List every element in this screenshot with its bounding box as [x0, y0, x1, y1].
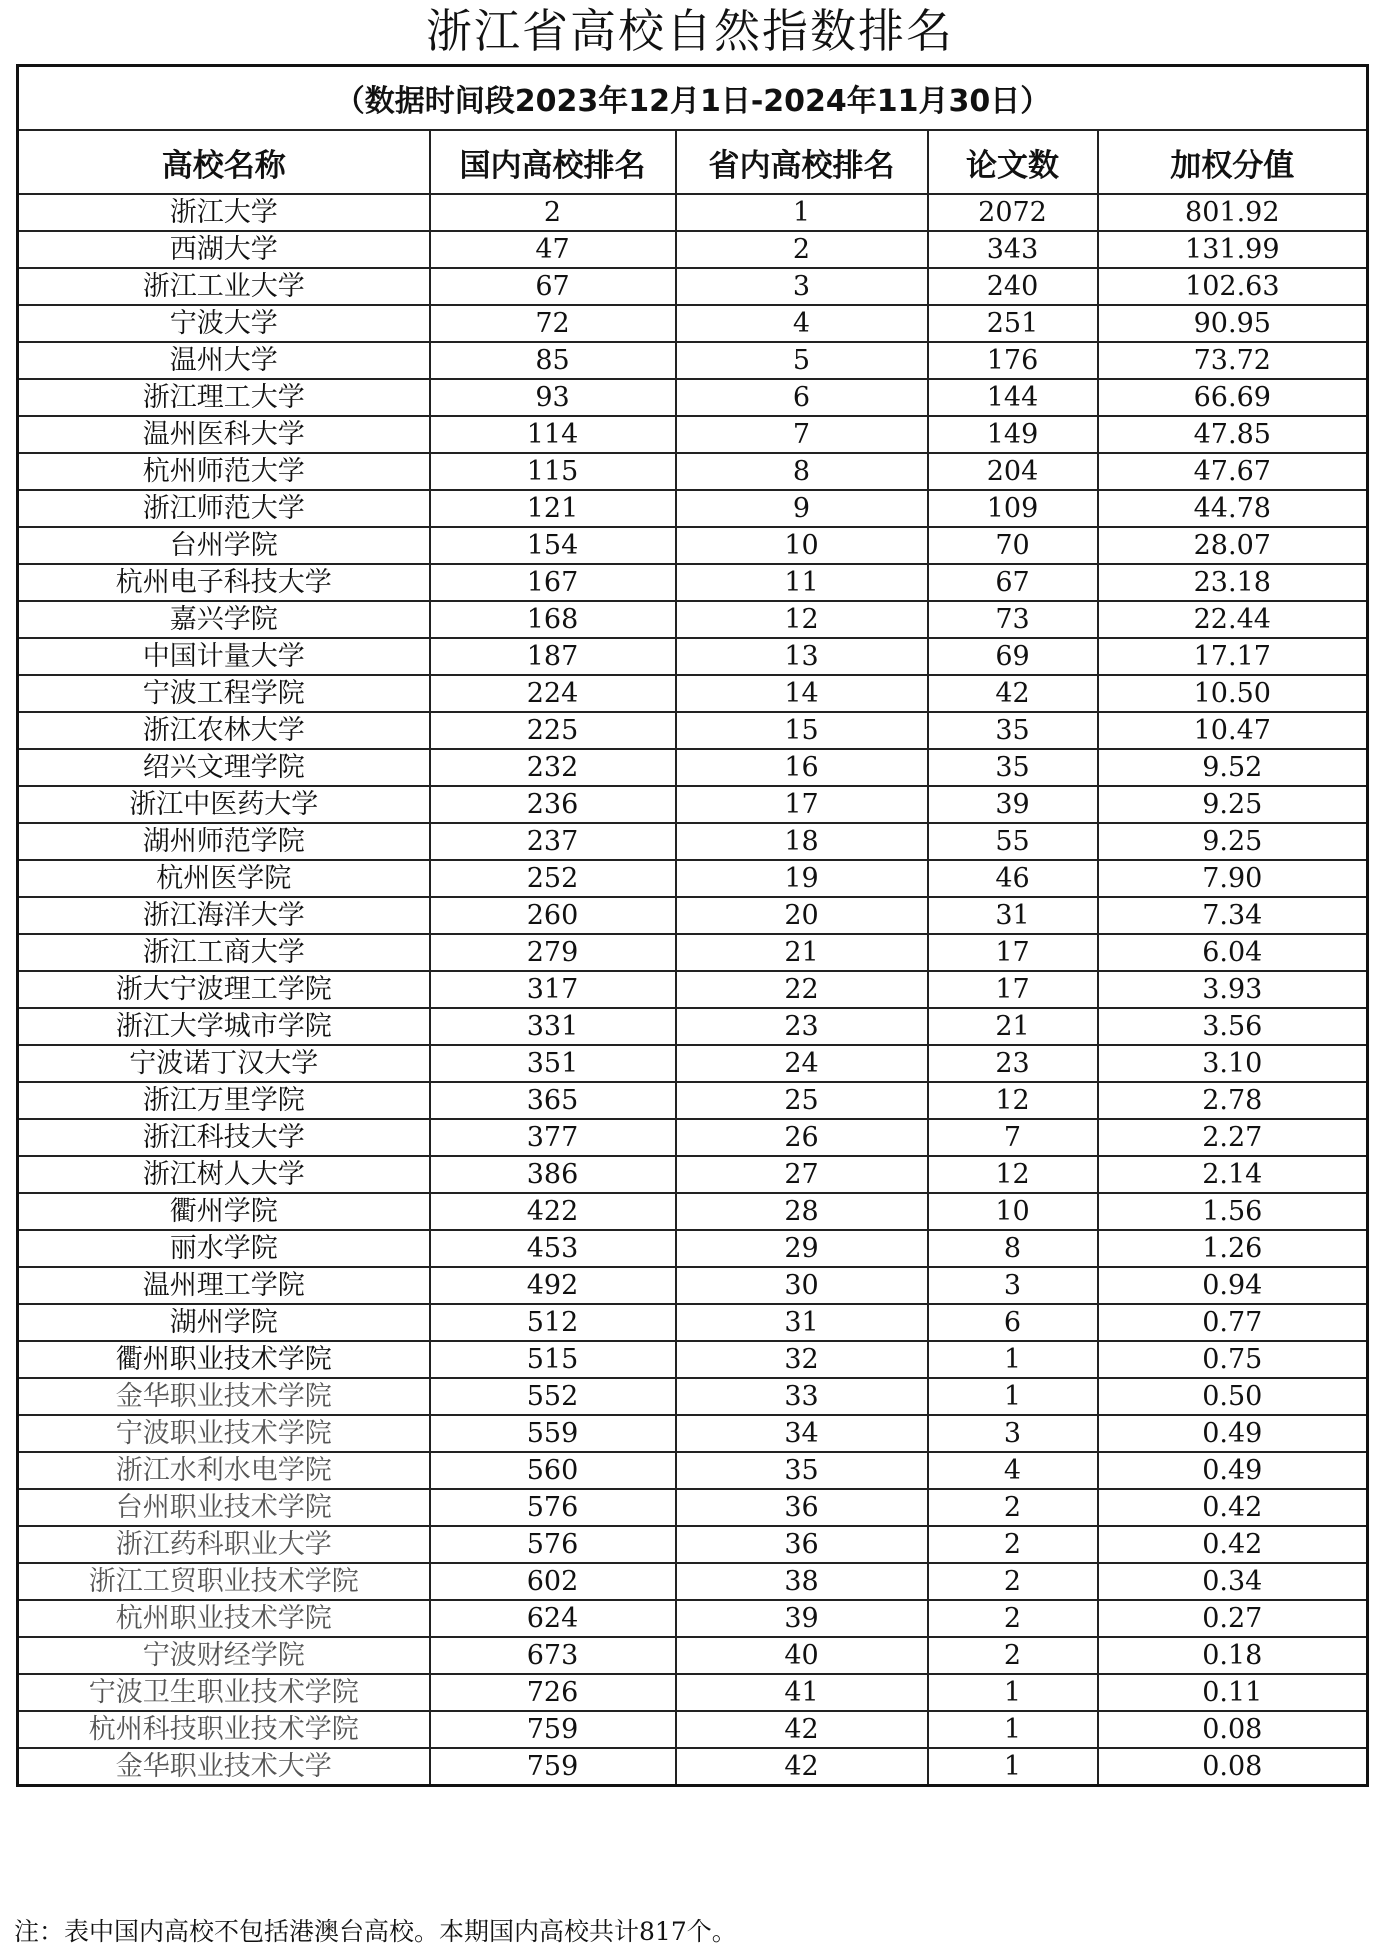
national-rank-cell: 187	[430, 638, 676, 675]
weighted-score-cell: 22.44	[1098, 601, 1368, 638]
national-rank-cell: 560	[430, 1452, 676, 1489]
table-row	[18, 675, 1368, 712]
weighted-score-cell: 3.93	[1098, 971, 1368, 1008]
paper-count-cell: 4	[928, 1452, 1098, 1489]
provincial-rank-cell: 12	[676, 601, 928, 638]
national-rank-cell: 225	[430, 712, 676, 749]
university-name-cell: 浙江农林大学	[18, 712, 430, 749]
university-name-cell: 杭州师范大学	[18, 453, 430, 490]
table-row	[18, 1452, 1368, 1489]
provincial-rank-cell: 8	[676, 453, 928, 490]
provincial-rank-cell: 6	[676, 379, 928, 416]
table-row	[18, 601, 1368, 638]
table-row	[18, 786, 1368, 823]
paper-count-cell: 1	[928, 1748, 1098, 1786]
university-name-cell: 宁波大学	[18, 305, 430, 342]
national-rank-cell: 154	[430, 527, 676, 564]
table-row	[18, 897, 1368, 934]
weighted-score-cell: 3.56	[1098, 1008, 1368, 1045]
paper-count-cell: 2	[928, 1600, 1098, 1637]
paper-count-cell: 149	[928, 416, 1098, 453]
column-header-papers: 论文数	[928, 130, 1098, 194]
provincial-rank-cell: 33	[676, 1378, 928, 1415]
provincial-rank-cell: 28	[676, 1193, 928, 1230]
table-row	[18, 564, 1368, 601]
table-row	[18, 1563, 1368, 1600]
paper-count-cell: 3	[928, 1415, 1098, 1452]
column-header-provincial-rank: 省内高校排名	[676, 130, 928, 194]
paper-count-cell: 21	[928, 1008, 1098, 1045]
national-rank-cell: 237	[430, 823, 676, 860]
header-row	[18, 130, 1368, 194]
university-name-cell: 浙江树人大学	[18, 1156, 430, 1193]
national-rank-cell: 279	[430, 934, 676, 971]
weighted-score-cell: 801.92	[1098, 194, 1368, 231]
table-row	[18, 1674, 1368, 1711]
national-rank-cell: 673	[430, 1637, 676, 1674]
weighted-score-cell: 9.52	[1098, 749, 1368, 786]
university-name-cell: 杭州电子科技大学	[18, 564, 430, 601]
weighted-score-cell: 90.95	[1098, 305, 1368, 342]
provincial-rank-cell: 16	[676, 749, 928, 786]
weighted-score-cell: 0.94	[1098, 1267, 1368, 1304]
university-name-cell: 浙江工业大学	[18, 268, 430, 305]
footnote: 注：表中国内高校不包括港澳台高校。本期国内高校共计817个。	[14, 1917, 737, 1946]
provincial-rank-cell: 35	[676, 1452, 928, 1489]
weighted-score-cell: 9.25	[1098, 823, 1368, 860]
weighted-score-cell: 0.49	[1098, 1415, 1368, 1452]
paper-count-cell: 1	[928, 1711, 1098, 1748]
paper-count-cell: 343	[928, 231, 1098, 268]
national-rank-cell: 2	[430, 194, 676, 231]
paper-count-cell: 2	[928, 1637, 1098, 1674]
weighted-score-cell: 0.08	[1098, 1711, 1368, 1748]
paper-count-cell: 8	[928, 1230, 1098, 1267]
table-row	[18, 1748, 1368, 1786]
table-row	[18, 1341, 1368, 1378]
provincial-rank-cell: 13	[676, 638, 928, 675]
paper-count-cell: 1	[928, 1341, 1098, 1378]
provincial-rank-cell: 9	[676, 490, 928, 527]
table-row	[18, 1711, 1368, 1748]
university-name-cell: 宁波卫生职业技术学院	[18, 1674, 430, 1711]
weighted-score-cell: 10.47	[1098, 712, 1368, 749]
provincial-rank-cell: 38	[676, 1563, 928, 1600]
table-row	[18, 1526, 1368, 1563]
weighted-score-cell: 0.27	[1098, 1600, 1368, 1637]
provincial-rank-cell: 7	[676, 416, 928, 453]
provincial-rank-cell: 36	[676, 1489, 928, 1526]
table-row	[18, 712, 1368, 749]
weighted-score-cell: 0.42	[1098, 1489, 1368, 1526]
weighted-score-cell: 0.18	[1098, 1637, 1368, 1674]
paper-count-cell: 42	[928, 675, 1098, 712]
paper-count-cell: 12	[928, 1082, 1098, 1119]
university-name-cell: 衢州职业技术学院	[18, 1341, 430, 1378]
provincial-rank-cell: 26	[676, 1119, 928, 1156]
provincial-rank-cell: 30	[676, 1267, 928, 1304]
weighted-score-cell: 28.07	[1098, 527, 1368, 564]
weighted-score-cell: 9.25	[1098, 786, 1368, 823]
national-rank-cell: 453	[430, 1230, 676, 1267]
provincial-rank-cell: 24	[676, 1045, 928, 1082]
table-row	[18, 1119, 1368, 1156]
paper-count-cell: 1	[928, 1674, 1098, 1711]
column-header-national-rank: 国内高校排名	[430, 130, 676, 194]
national-rank-cell: 726	[430, 1674, 676, 1711]
paper-count-cell: 46	[928, 860, 1098, 897]
university-name-cell: 宁波财经学院	[18, 1637, 430, 1674]
paper-count-cell: 109	[928, 490, 1098, 527]
table-row	[18, 1230, 1368, 1267]
table-row	[18, 823, 1368, 860]
national-rank-cell: 515	[430, 1341, 676, 1378]
table-row	[18, 971, 1368, 1008]
weighted-score-cell: 2.78	[1098, 1082, 1368, 1119]
university-name-cell: 中国计量大学	[18, 638, 430, 675]
provincial-rank-cell: 3	[676, 268, 928, 305]
table-row	[18, 194, 1368, 231]
table-row	[18, 1008, 1368, 1045]
national-rank-cell: 559	[430, 1415, 676, 1452]
weighted-score-cell: 102.63	[1098, 268, 1368, 305]
paper-count-cell: 2	[928, 1489, 1098, 1526]
national-rank-cell: 759	[430, 1711, 676, 1748]
weighted-score-cell: 17.17	[1098, 638, 1368, 675]
weighted-score-cell: 0.77	[1098, 1304, 1368, 1341]
table-row	[18, 1489, 1368, 1526]
paper-count-cell: 67	[928, 564, 1098, 601]
national-rank-cell: 114	[430, 416, 676, 453]
national-rank-cell: 260	[430, 897, 676, 934]
university-name-cell: 杭州职业技术学院	[18, 1600, 430, 1637]
national-rank-cell: 576	[430, 1526, 676, 1563]
table-row	[18, 749, 1368, 786]
national-rank-cell: 167	[430, 564, 676, 601]
table-row	[18, 1304, 1368, 1341]
national-rank-cell: 422	[430, 1193, 676, 1230]
university-name-cell: 浙江工商大学	[18, 934, 430, 971]
paper-count-cell: 10	[928, 1193, 1098, 1230]
university-name-cell: 温州大学	[18, 342, 430, 379]
table-row	[18, 860, 1368, 897]
paper-count-cell: 2	[928, 1526, 1098, 1563]
university-name-cell: 浙江师范大学	[18, 490, 430, 527]
table-row	[18, 1193, 1368, 1230]
national-rank-cell: 492	[430, 1267, 676, 1304]
paper-count-cell: 2072	[928, 194, 1098, 231]
weighted-score-cell: 0.49	[1098, 1452, 1368, 1489]
weighted-score-cell: 1.26	[1098, 1230, 1368, 1267]
university-name-cell: 宁波工程学院	[18, 675, 430, 712]
weighted-score-cell: 47.67	[1098, 453, 1368, 490]
paper-count-cell: 35	[928, 712, 1098, 749]
university-name-cell: 浙江科技大学	[18, 1119, 430, 1156]
national-rank-cell: 47	[430, 231, 676, 268]
provincial-rank-cell: 27	[676, 1156, 928, 1193]
university-name-cell: 浙江海洋大学	[18, 897, 430, 934]
university-name-cell: 金华职业技术大学	[18, 1748, 430, 1786]
weighted-score-cell: 23.18	[1098, 564, 1368, 601]
paper-count-cell: 69	[928, 638, 1098, 675]
national-rank-cell: 252	[430, 860, 676, 897]
university-name-cell: 浙江工贸职业技术学院	[18, 1563, 430, 1600]
subtitle-row	[18, 66, 1368, 131]
national-rank-cell: 67	[430, 268, 676, 305]
national-rank-cell: 72	[430, 305, 676, 342]
table-row	[18, 1415, 1368, 1452]
university-name-cell: 温州理工学院	[18, 1267, 430, 1304]
provincial-rank-cell: 22	[676, 971, 928, 1008]
paper-count-cell: 17	[928, 934, 1098, 971]
table-row	[18, 1045, 1368, 1082]
paper-count-cell: 39	[928, 786, 1098, 823]
weighted-score-cell: 10.50	[1098, 675, 1368, 712]
university-name-cell: 浙江水利水电学院	[18, 1452, 430, 1489]
table-row	[18, 305, 1368, 342]
provincial-rank-cell: 19	[676, 860, 928, 897]
national-rank-cell: 236	[430, 786, 676, 823]
university-name-cell: 杭州医学院	[18, 860, 430, 897]
provincial-rank-cell: 32	[676, 1341, 928, 1378]
paper-count-cell: 31	[928, 897, 1098, 934]
provincial-rank-cell: 11	[676, 564, 928, 601]
paper-count-cell: 35	[928, 749, 1098, 786]
page-title: 浙江省高校自然指数排名	[426, 4, 954, 58]
provincial-rank-cell: 31	[676, 1304, 928, 1341]
table-body	[18, 194, 1368, 1786]
university-name-cell: 浙江中医药大学	[18, 786, 430, 823]
weighted-score-cell: 66.69	[1098, 379, 1368, 416]
university-name-cell: 西湖大学	[18, 231, 430, 268]
university-name-cell: 嘉兴学院	[18, 601, 430, 638]
table-row	[18, 1082, 1368, 1119]
paper-count-cell: 176	[928, 342, 1098, 379]
provincial-rank-cell: 29	[676, 1230, 928, 1267]
provincial-rank-cell: 39	[676, 1600, 928, 1637]
provincial-rank-cell: 21	[676, 934, 928, 971]
national-rank-cell: 351	[430, 1045, 676, 1082]
paper-count-cell: 55	[928, 823, 1098, 860]
university-name-cell: 湖州师范学院	[18, 823, 430, 860]
weighted-score-cell: 0.50	[1098, 1378, 1368, 1415]
university-name-cell: 绍兴文理学院	[18, 749, 430, 786]
national-rank-cell: 602	[430, 1563, 676, 1600]
university-name-cell: 台州职业技术学院	[18, 1489, 430, 1526]
column-header-name: 高校名称	[18, 130, 430, 194]
paper-count-cell: 12	[928, 1156, 1098, 1193]
university-name-cell: 湖州学院	[18, 1304, 430, 1341]
weighted-score-cell: 7.34	[1098, 897, 1368, 934]
provincial-rank-cell: 40	[676, 1637, 928, 1674]
table-row	[18, 638, 1368, 675]
university-name-cell: 温州医科大学	[18, 416, 430, 453]
table-row	[18, 453, 1368, 490]
paper-count-cell: 70	[928, 527, 1098, 564]
university-name-cell: 宁波职业技术学院	[18, 1415, 430, 1452]
national-rank-cell: 168	[430, 601, 676, 638]
table-row	[18, 1156, 1368, 1193]
table-row	[18, 231, 1368, 268]
paper-count-cell: 144	[928, 379, 1098, 416]
university-name-cell: 宁波诺丁汉大学	[18, 1045, 430, 1082]
provincial-rank-cell: 1	[676, 194, 928, 231]
national-rank-cell: 115	[430, 453, 676, 490]
weighted-score-cell: 0.08	[1098, 1748, 1368, 1786]
university-name-cell: 丽水学院	[18, 1230, 430, 1267]
table-row	[18, 268, 1368, 305]
university-name-cell: 杭州科技职业技术学院	[18, 1711, 430, 1748]
paper-count-cell: 204	[928, 453, 1098, 490]
provincial-rank-cell: 15	[676, 712, 928, 749]
weighted-score-cell: 2.14	[1098, 1156, 1368, 1193]
weighted-score-cell: 7.90	[1098, 860, 1368, 897]
provincial-rank-cell: 10	[676, 527, 928, 564]
provincial-rank-cell: 18	[676, 823, 928, 860]
weighted-score-cell: 0.11	[1098, 1674, 1368, 1711]
paper-count-cell: 240	[928, 268, 1098, 305]
provincial-rank-cell: 4	[676, 305, 928, 342]
national-rank-cell: 331	[430, 1008, 676, 1045]
paper-count-cell: 23	[928, 1045, 1098, 1082]
national-rank-cell: 576	[430, 1489, 676, 1526]
provincial-rank-cell: 2	[676, 231, 928, 268]
paper-count-cell: 1	[928, 1378, 1098, 1415]
national-rank-cell: 317	[430, 971, 676, 1008]
table-row	[18, 416, 1368, 453]
national-rank-cell: 624	[430, 1600, 676, 1637]
table-row	[18, 379, 1368, 416]
table-subtitle: （数据时间段2023年12月1日-2024年11月30日）	[18, 66, 1368, 131]
university-name-cell: 浙江万里学院	[18, 1082, 430, 1119]
table-row	[18, 527, 1368, 564]
national-rank-cell: 512	[430, 1304, 676, 1341]
weighted-score-cell: 73.72	[1098, 342, 1368, 379]
national-rank-cell: 377	[430, 1119, 676, 1156]
provincial-rank-cell: 25	[676, 1082, 928, 1119]
table-row	[18, 1378, 1368, 1415]
provincial-rank-cell: 20	[676, 897, 928, 934]
ranking-table	[16, 64, 1369, 1787]
weighted-score-cell: 3.10	[1098, 1045, 1368, 1082]
university-name-cell: 浙江理工大学	[18, 379, 430, 416]
university-name-cell: 浙江大学城市学院	[18, 1008, 430, 1045]
paper-count-cell: 2	[928, 1563, 1098, 1600]
national-rank-cell: 552	[430, 1378, 676, 1415]
table-row	[18, 934, 1368, 971]
national-rank-cell: 224	[430, 675, 676, 712]
weighted-score-cell: 0.75	[1098, 1341, 1368, 1378]
table-row	[18, 342, 1368, 379]
university-name-cell: 浙江大学	[18, 194, 430, 231]
paper-count-cell: 73	[928, 601, 1098, 638]
national-rank-cell: 232	[430, 749, 676, 786]
university-name-cell: 衢州学院	[18, 1193, 430, 1230]
provincial-rank-cell: 42	[676, 1711, 928, 1748]
weighted-score-cell: 131.99	[1098, 231, 1368, 268]
table-row	[18, 1267, 1368, 1304]
university-name-cell: 浙江药科职业大学	[18, 1526, 430, 1563]
university-name-cell: 浙大宁波理工学院	[18, 971, 430, 1008]
university-name-cell: 台州学院	[18, 527, 430, 564]
table-row	[18, 1600, 1368, 1637]
paper-count-cell: 6	[928, 1304, 1098, 1341]
provincial-rank-cell: 34	[676, 1415, 928, 1452]
national-rank-cell: 759	[430, 1748, 676, 1786]
weighted-score-cell: 47.85	[1098, 416, 1368, 453]
national-rank-cell: 386	[430, 1156, 676, 1193]
paper-count-cell: 7	[928, 1119, 1098, 1156]
provincial-rank-cell: 41	[676, 1674, 928, 1711]
provincial-rank-cell: 17	[676, 786, 928, 823]
national-rank-cell: 121	[430, 490, 676, 527]
provincial-rank-cell: 36	[676, 1526, 928, 1563]
provincial-rank-cell: 5	[676, 342, 928, 379]
weighted-score-cell: 6.04	[1098, 934, 1368, 971]
provincial-rank-cell: 42	[676, 1748, 928, 1786]
provincial-rank-cell: 23	[676, 1008, 928, 1045]
provincial-rank-cell: 14	[676, 675, 928, 712]
weighted-score-cell: 2.27	[1098, 1119, 1368, 1156]
weighted-score-cell: 1.56	[1098, 1193, 1368, 1230]
national-rank-cell: 93	[430, 379, 676, 416]
paper-count-cell: 17	[928, 971, 1098, 1008]
national-rank-cell: 365	[430, 1082, 676, 1119]
table-row	[18, 1637, 1368, 1674]
paper-count-cell: 3	[928, 1267, 1098, 1304]
column-header-score: 加权分值	[1098, 130, 1368, 194]
table-row	[18, 490, 1368, 527]
weighted-score-cell: 44.78	[1098, 490, 1368, 527]
university-name-cell: 金华职业技术学院	[18, 1378, 430, 1415]
paper-count-cell: 251	[928, 305, 1098, 342]
weighted-score-cell: 0.42	[1098, 1526, 1368, 1563]
weighted-score-cell: 0.34	[1098, 1563, 1368, 1600]
national-rank-cell: 85	[430, 342, 676, 379]
